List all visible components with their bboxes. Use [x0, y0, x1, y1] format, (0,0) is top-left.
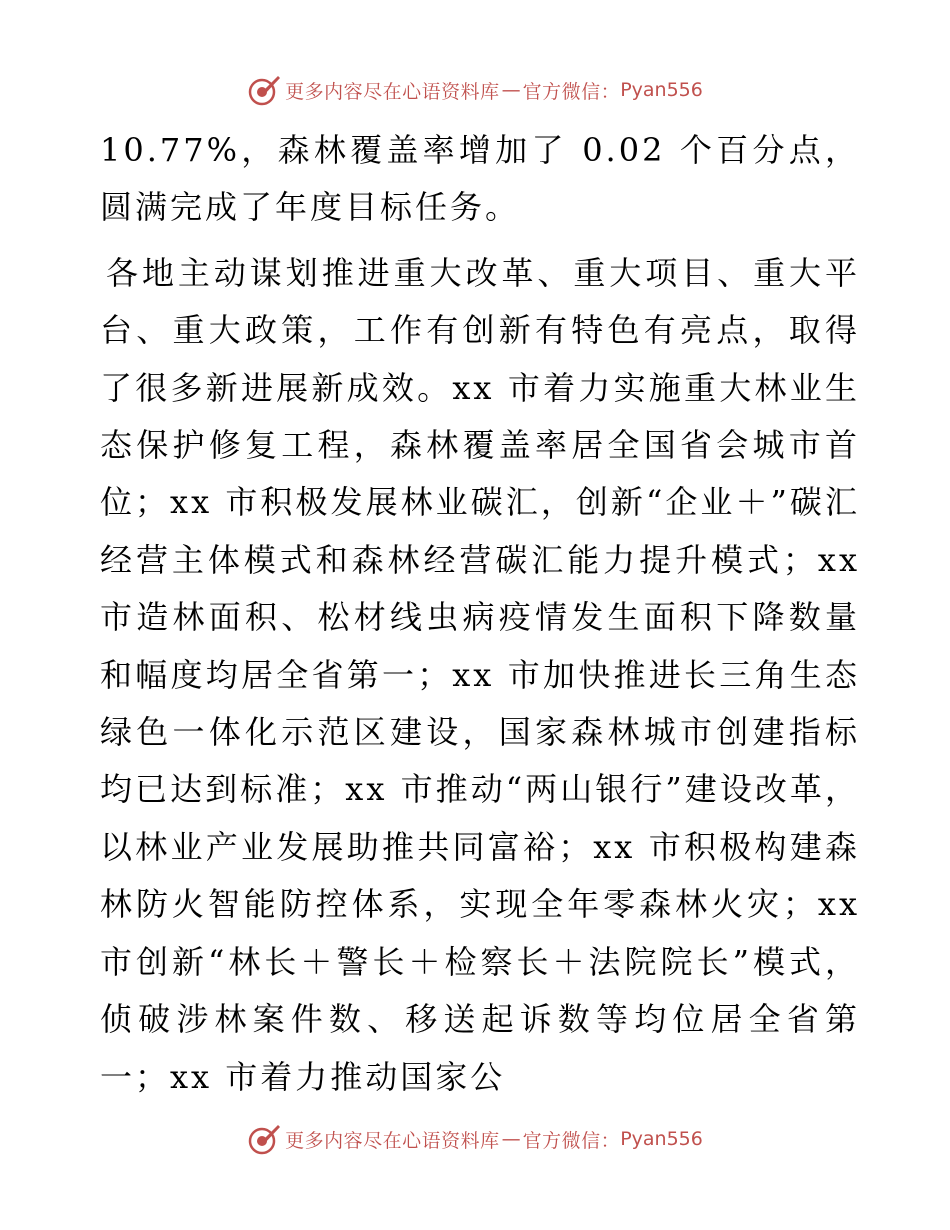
quill-pen-circle-icon [247, 73, 281, 107]
wechat-label: 官方微信： [522, 80, 621, 103]
header-banner [0, 70, 950, 110]
footer-banner [0, 1119, 950, 1159]
wechat-handle: Pyan556 [620, 79, 703, 101]
banner-text: 更多内容尽在心语资料库 [285, 1129, 500, 1152]
paragraph-2: 各地主动谋划推进重大改革、重大项目、重大平台、重大政策，工作有创新有特色有亮点，取得了很多新进展新成效。xx 市着力实施重大林业生态保护修复工程，森林覆盖率居全国省会城市首位；xx 市积极发展林业碳汇，创新“企业＋”碳汇经营主体模式和森林经营碳汇能力提升模式；xx 市造林面积、松材线虫病疫情发生面积下降数量和幅度均居全省第一；xx 市加快推进长三角生态绿色一体化示范区建设，国家森林城市创建指标均已达到标准；xx 市推动“两山银行”建设改革，以林业产业发展助推共同富裕；xx 市积极构建森林防火智能防控体系，实现全年零森林火灾；xx 市创新“林长＋警长＋检察长＋法院院长”模式，侦破涉林案件数、移送起诉数等均位居全省第一；xx 市着力推动国家公 [100, 253, 860, 1096]
wechat-label: 官方微信： [522, 1129, 621, 1152]
wechat-handle: Pyan556 [620, 1128, 703, 1150]
quill-pen-circle-icon [247, 1122, 281, 1156]
banner-separator: — [501, 79, 521, 101]
banner-separator: — [501, 1128, 521, 1150]
document-body [100, 122, 860, 1106]
banner-text: 更多内容尽在心语资料库 [285, 80, 500, 103]
paragraph-1: 10.77%，森林覆盖率增加了 0.02 个百分点，圆满完成了年度目标任务。 [100, 131, 860, 227]
